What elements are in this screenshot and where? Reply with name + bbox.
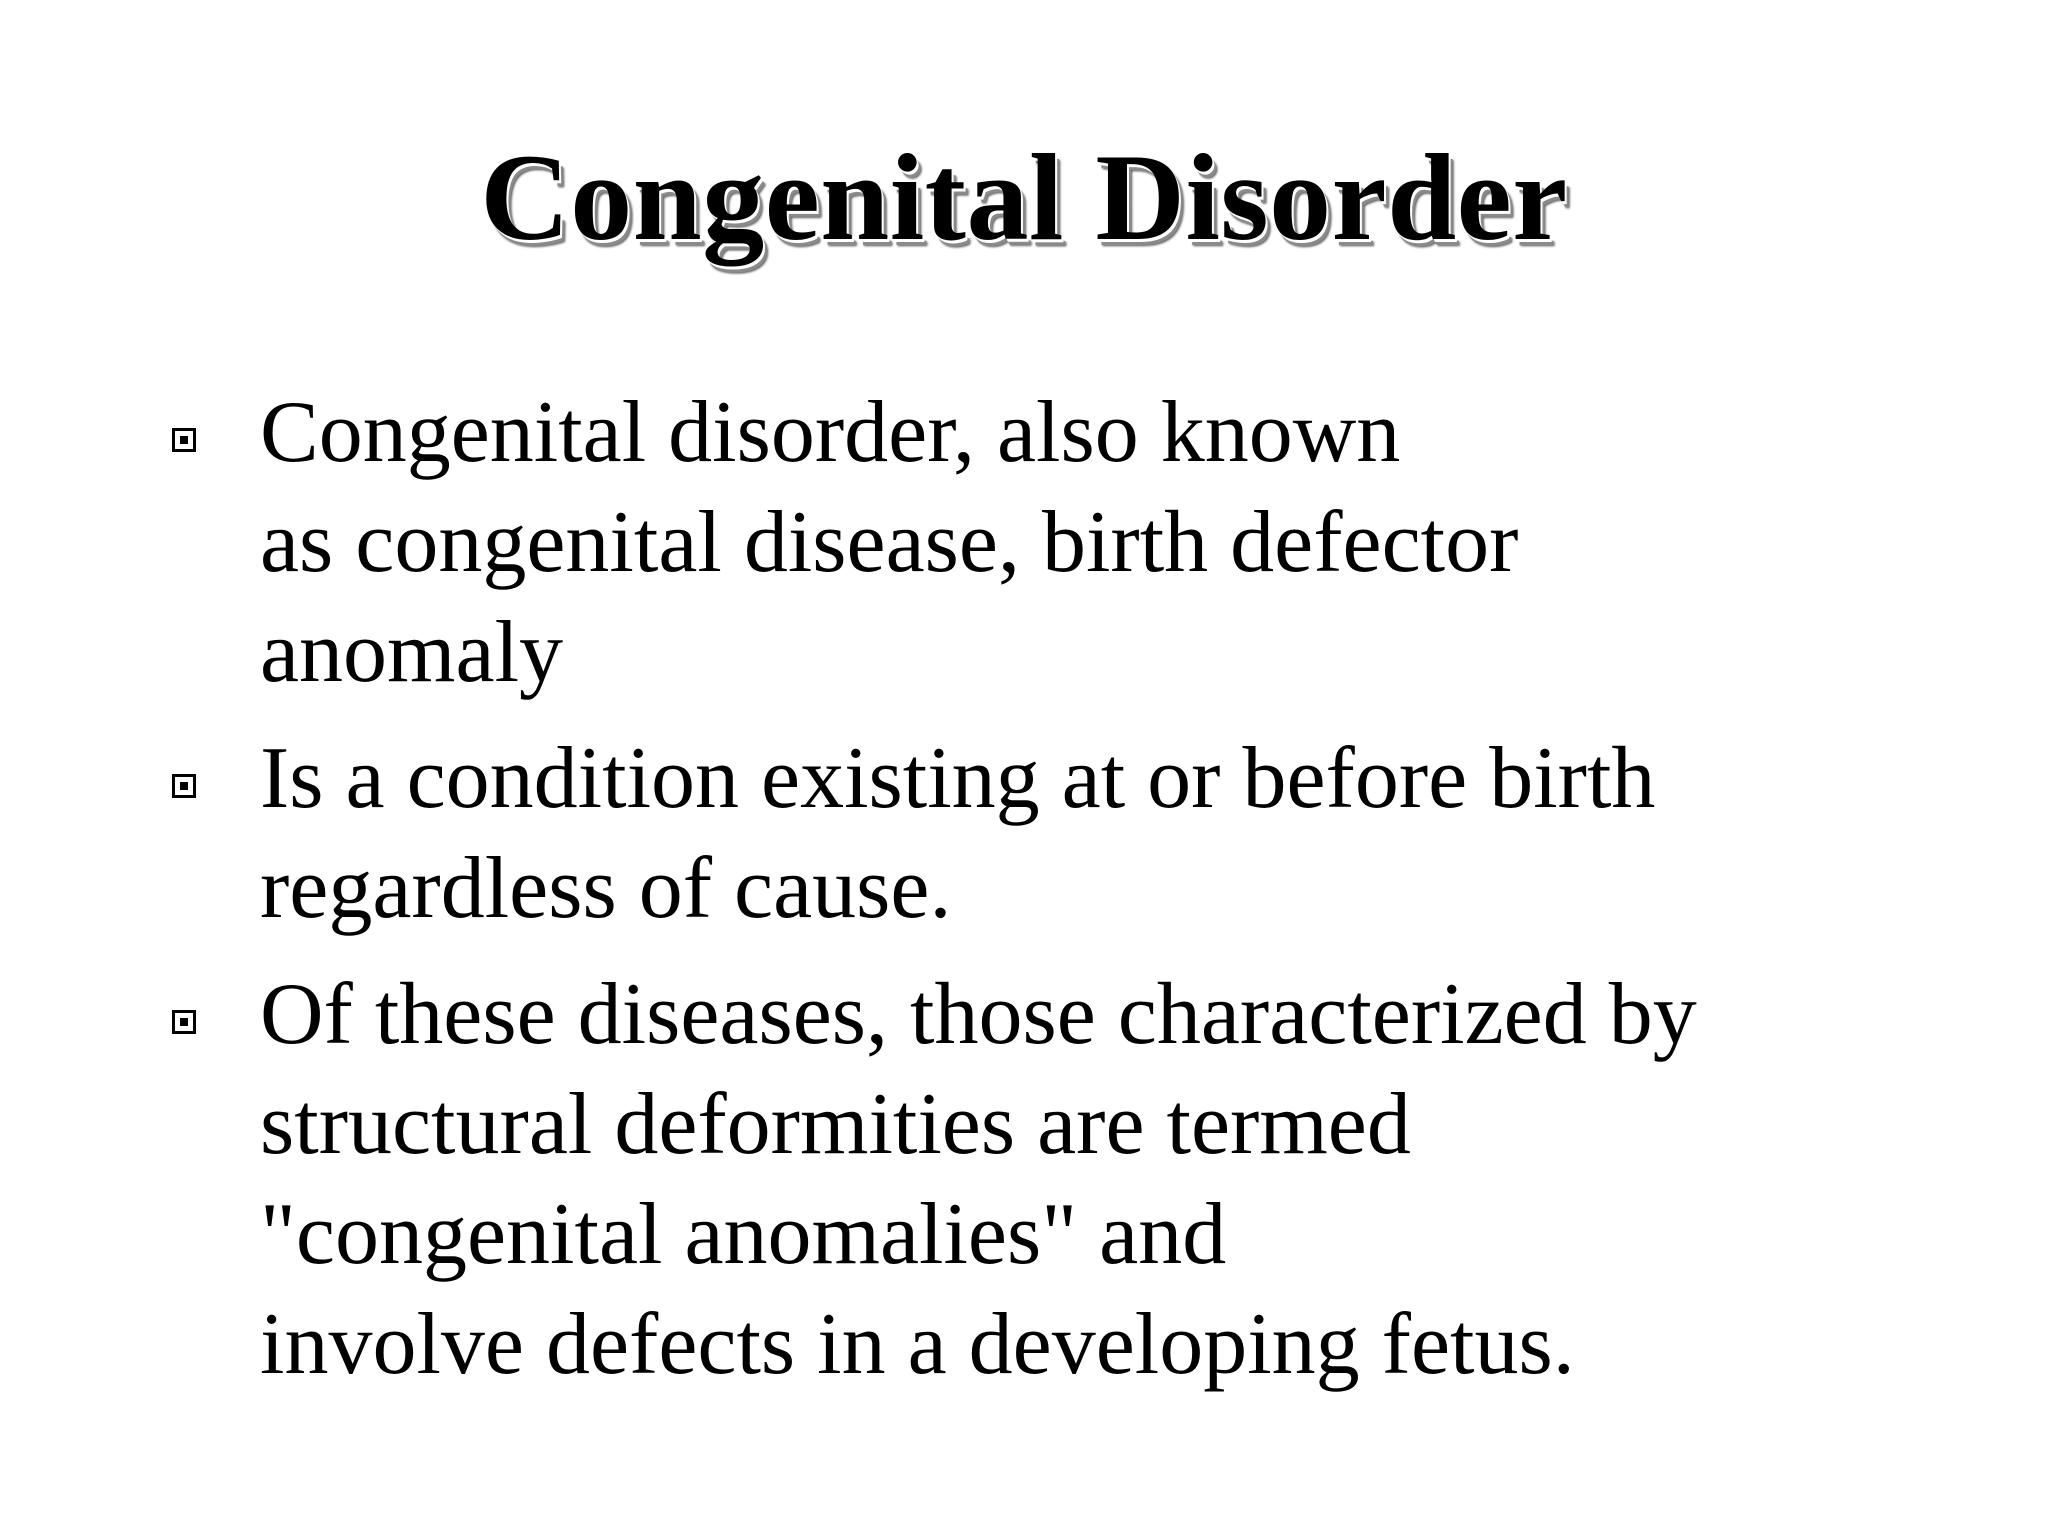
bullet-list bbox=[160, 378, 2000, 1416]
bullet-line: involve defects in a developing fetus. bbox=[260, 1296, 1575, 1393]
bullet-line: Congenital disorder, also known bbox=[260, 384, 1401, 481]
bullet-text bbox=[260, 378, 2000, 708]
bullet-line: "congenital anomalies" and bbox=[260, 1186, 1227, 1283]
boxed-square-bullet-icon bbox=[172, 428, 196, 452]
bullet-item bbox=[160, 960, 2000, 1400]
bullet-line: anomaly bbox=[260, 604, 564, 701]
bullet-text bbox=[260, 724, 2000, 944]
bullet-line: structural deformities are termed bbox=[260, 1076, 1411, 1173]
boxed-square-bullet-icon bbox=[172, 1010, 196, 1034]
slide-title: Congenital Disorder bbox=[480, 129, 1568, 266]
bullet-item bbox=[160, 378, 2000, 708]
bullet-line: Of these diseases, those characterized by bbox=[260, 966, 1697, 1063]
bullet-item bbox=[160, 724, 2000, 944]
bullet-text bbox=[260, 960, 2000, 1400]
bullet-line: regardless of cause. bbox=[260, 840, 952, 937]
boxed-square-bullet-icon bbox=[172, 774, 196, 798]
bullet-line: as congenital disease, birth defector bbox=[260, 494, 1519, 591]
bullet-line: Is a condition existing at or before birth bbox=[260, 730, 1656, 827]
